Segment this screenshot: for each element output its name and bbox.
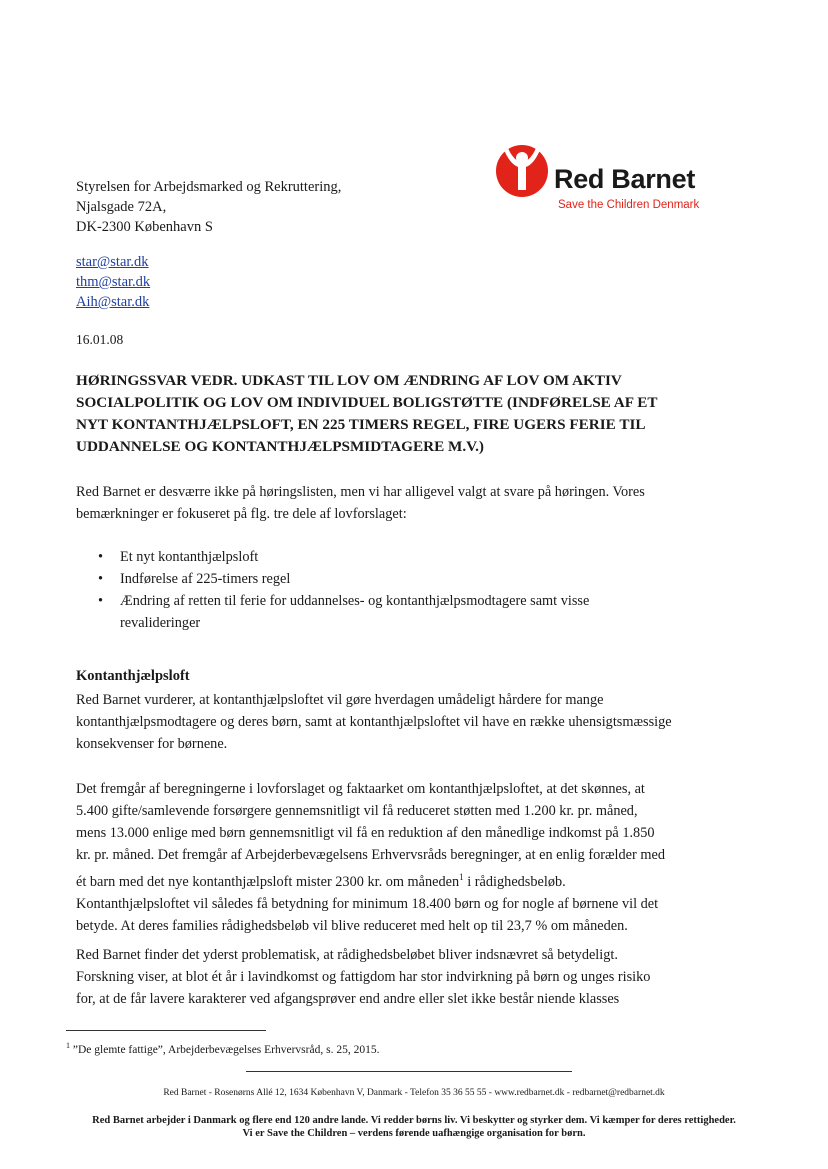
bullet-icon: •	[98, 571, 104, 587]
email-link[interactable]: star@star.dk	[76, 254, 149, 270]
paragraph-1	[76, 689, 766, 755]
logo-wordmark: Red Barnet	[554, 164, 696, 194]
address-line: DK-2300 København S	[76, 219, 213, 235]
email-list	[76, 252, 150, 312]
footer-divider	[246, 1071, 572, 1072]
footnote-text: ”De glemte fattige”, Arbejderbevægelses Erhvervsråd, s. 25, 2015.	[70, 1043, 380, 1056]
heading-line: SOCIALPOLITIK OG LOV OM INDIVIDUEL BOLIGSTØTTE (INDFØRELSE AF ET	[76, 394, 658, 411]
footer-statement	[0, 1114, 828, 1140]
list-item: • Ændring af retten til ferie for uddannelses- og kontanthjælpsmodtagere samt visse revalideringer	[98, 590, 589, 634]
text-line: kr. pr. måned. Det fremgår af Arbejderbevægelsens Erhvervsråds beregninger, at en enlig forælder med	[76, 847, 665, 863]
bullet-icon: •	[98, 549, 104, 565]
text-line: mens 13.000 enlige med børn gennemsnitligt vil få en reduktion af den månedlige indkomst på 1.850	[76, 825, 655, 841]
text-line: Forskning viser, at blot ét år i lavindkomst og fattigdom har stor indvirkning på børn og unges risiko	[76, 969, 651, 985]
text-line: ét barn med det nye kontanthjælpsloft mister 2300 kr. om måneden$^1$ i rådighedsbeløb.	[76, 872, 566, 890]
heading-line: NYT KONTANTHJÆLPSLOFT, EN 225 TIMERS REGEL, FIRE UGERS FERIE TIL	[76, 416, 646, 433]
text-line: betyde. At deres families rådighedsbeløb vil blive reduceret med helt op til 23,7 % om måneden.	[76, 917, 628, 934]
bullet-icon: •	[98, 593, 104, 609]
footnote-divider	[66, 1030, 266, 1031]
footnote-number: 1	[66, 1041, 70, 1050]
red-barnet-logo	[492, 138, 722, 218]
footnote-ref: 1	[459, 872, 464, 882]
list-item: • Indførelse af 225-timers regel	[98, 568, 589, 590]
list-item: • Et nyt kontanthjælpsloft	[98, 546, 589, 568]
recipient-address	[76, 177, 341, 237]
footnote	[66, 1041, 379, 1056]
contact-line: Red Barnet - Rosenørns Allé 12, 1634 København V, Danmark - Telefon 35 36 55 55 - www.redbarnet.dk - redbarnet@redbarnet.dk	[163, 1088, 665, 1098]
paragraph-3	[76, 944, 766, 1010]
text-line: for, at de får lavere karakterer ved afgangsprøver end andre eller slet ikke består niende klasses	[76, 991, 620, 1007]
text-line: Kontanthjælpsloftet vil således få betydning for minimum 18.400 børn og for nogle af børnene vil det	[76, 895, 659, 912]
email-link[interactable]: thm@star.dk	[76, 274, 151, 290]
text-line: konsekvenser for børnene.	[76, 736, 228, 752]
footer-line: Vi er Save the Children – verdens førende uafhængige organisation for børn.	[242, 1128, 586, 1139]
address-line: Styrelsen for Arbejdsmarked og Rekruttering,	[76, 179, 342, 195]
letter-date: 16.01.08	[76, 332, 124, 347]
intro-paragraph	[76, 481, 766, 525]
text-line: Red Barnet finder det yderst problematisk, at rådighedsbeløbet bliver indsnævret så betydeligt.	[76, 947, 618, 963]
text-line: kontanthjælpsmodtagere og deres børn, samt at kontanthjælpsloftet vil have en række uhensigtsmæssige	[76, 714, 672, 730]
child-figure-icon	[492, 138, 552, 200]
email-link[interactable]: Aih@star.dk	[76, 294, 150, 310]
paragraph-2	[76, 778, 766, 937]
text-line: 5.400 gifte/samlevende forsørgere gennemsnitligt vil få reduceret støtten med 1.200 kr. pr. måned,	[76, 803, 638, 819]
text-line: Red Barnet er desværre ikke på høringslisten, men vi har alligevel valgt at svare på høringen. Vores	[76, 484, 645, 500]
text-line: bemærkninger er fokuseret på flg. tre dele af lovforslaget:	[76, 506, 407, 522]
address-line: Njalsgade 72A,	[76, 199, 167, 215]
text-line: Red Barnet vurderer, at kontanthjælpsloftet vil gøre hverdagen umådeligt hårdere for mange	[76, 692, 604, 708]
heading-line: HØRINGSSVAR VEDR. UDKAST TIL LOV OM ÆNDRING AF LOV OM AKTIV	[76, 372, 622, 389]
text-line: Det fremgår af beregningerne i lovforslaget og faktaarket om kontanthjælpsloftet, at det skønnes, at	[76, 781, 645, 797]
section-title: Kontanthjælpsloft	[76, 668, 190, 684]
document-heading	[76, 370, 766, 458]
heading-line: UDDANNELSE OG KONTANTHJÆLPSMIDTAGERE M.V.)	[76, 438, 484, 455]
bullet-list	[98, 546, 589, 634]
logo-subtitle: Save the Children Denmark	[558, 199, 700, 211]
footer-line: Red Barnet arbejder i Danmark og flere end 120 andre lande. Vi redder børns liv. Vi beskytter og styrker dem. Vi kæmper for deres rettigheder.	[92, 1115, 736, 1126]
